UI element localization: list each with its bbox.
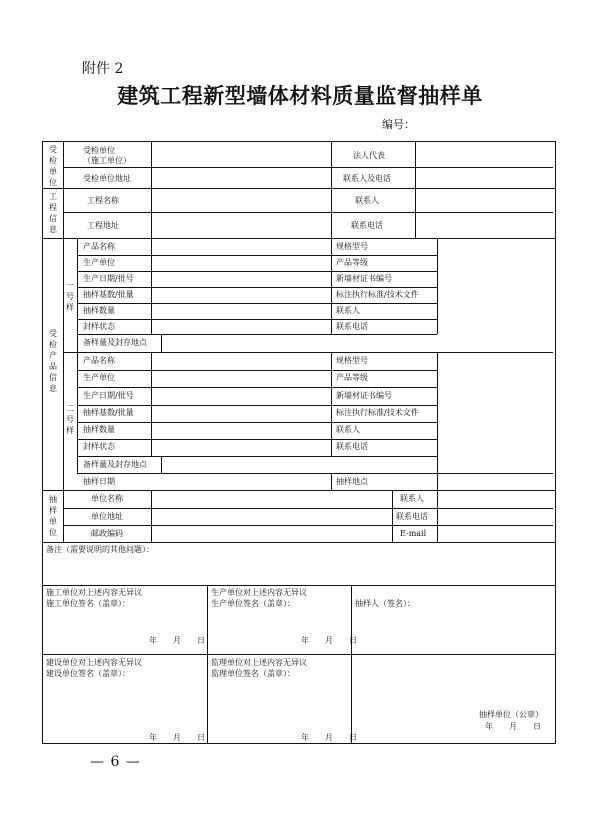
producer-no-objection-text: 生产单位对上述内容无异议 bbox=[211, 588, 307, 597]
page-title: 建筑工程新型墙体材料质量监督抽样单 bbox=[117, 83, 483, 108]
project-contact-label: 联系人 bbox=[355, 196, 379, 205]
s1-contact-label: 联系人 bbox=[336, 306, 360, 315]
s1-standard-label: 标注执行标准/技术文件 bbox=[336, 290, 419, 299]
contact-and-phone-label: 联系人及电话 bbox=[343, 174, 391, 183]
sampling-unit-date-label: 年 月 日 bbox=[485, 722, 541, 731]
inspected-unit-name-sub-label: （施工单位） bbox=[83, 156, 131, 165]
s2-storage-label: 备样量及封存地点 bbox=[83, 460, 147, 469]
s1-phone-label: 联系电话 bbox=[336, 322, 368, 331]
s1-sample-quantity-label: 抽样数量 bbox=[83, 306, 115, 315]
s2-sampling-base-label: 抽样基数/批量 bbox=[83, 408, 134, 417]
s2-certificate-label: 新墙材证书编号 bbox=[336, 391, 392, 400]
project-name-label: 工程名称 bbox=[87, 196, 119, 205]
attachment-label: 附件 2 bbox=[82, 61, 124, 77]
producer-signature-label: 生产单位签名（盖章）： bbox=[211, 599, 295, 608]
sample-two-label: 二号样 bbox=[66, 404, 74, 435]
sample-one-label: 一号样 bbox=[66, 281, 74, 312]
products-section-label: 受检产品信息 bbox=[49, 329, 57, 393]
builder-no-objection-text: 建设单位对上述内容无异议 bbox=[46, 658, 142, 667]
producer-date-label: 年 月 日 bbox=[301, 636, 357, 645]
sampling-unit-postcode-label: 邮政编码 bbox=[91, 529, 123, 538]
s1-grade-label: 产品等级 bbox=[336, 258, 368, 267]
s2-contact-label: 联系人 bbox=[336, 425, 360, 434]
s1-production-date-label: 生产日期/批号 bbox=[83, 274, 134, 283]
project-phone-label: 联系电话 bbox=[351, 221, 383, 230]
page-number: — 6 — bbox=[90, 754, 141, 770]
s1-product-name-label: 产品名称 bbox=[83, 242, 115, 251]
s2-phone-label: 联系电话 bbox=[336, 442, 368, 451]
sampling-form-table bbox=[42, 141, 556, 744]
sampling-unit-seal-label: 抽样单位（公章） bbox=[479, 710, 543, 719]
supervisor-no-objection-text: 监理单位对上述内容无异议 bbox=[211, 658, 307, 667]
sampler-signature-label: 抽样人（签名）： bbox=[355, 599, 415, 608]
inspected-unit-section-label: 受检单位 bbox=[49, 145, 57, 187]
inspected-unit-address-label: 受检单位地址 bbox=[83, 174, 131, 183]
s1-storage-label: 备样量及封存地点 bbox=[83, 338, 147, 347]
sampling-unit-phone-label: 联系电话 bbox=[396, 512, 428, 521]
sampling-unit-contact-label: 联系人 bbox=[400, 494, 424, 503]
s2-standard-label: 标注执行标准/技术文件 bbox=[336, 408, 419, 417]
sampling-place-label: 抽样地点 bbox=[336, 477, 368, 486]
inspected-unit-name-label: 受检单位 bbox=[83, 146, 115, 155]
supervisor-signature-label: 监理单位签名（盖章）： bbox=[211, 669, 295, 678]
s1-producer-label: 生产单位 bbox=[83, 258, 115, 267]
legal-rep-label: 法人代表 bbox=[353, 151, 385, 160]
s1-seal-status-label: 封样状态 bbox=[83, 322, 115, 331]
s2-seal-status-label: 封样状态 bbox=[83, 442, 115, 451]
construction-date-label: 年 月 日 bbox=[149, 636, 205, 645]
construction-signature-label: 施工单位签名（盖章）： bbox=[46, 599, 130, 608]
sampling-unit-email-label: E-mail bbox=[400, 529, 427, 538]
s2-grade-label: 产品等级 bbox=[336, 373, 368, 382]
s2-product-name-label: 产品名称 bbox=[83, 356, 115, 365]
s2-production-date-label: 生产日期/批号 bbox=[83, 391, 134, 400]
s1-certificate-label: 新墙材证书编号 bbox=[336, 274, 392, 283]
supervisor-date-label: 年 月 日 bbox=[301, 733, 357, 742]
sampling-date-label: 抽样日期 bbox=[83, 477, 115, 486]
s2-sample-quantity-label: 抽样数量 bbox=[83, 425, 115, 434]
sampling-unit-address-label: 单位地址 bbox=[91, 512, 123, 521]
sampling-unit-section-label: 抽样单位 bbox=[49, 495, 57, 537]
remarks-label: 备注（需要说明的其他问题）： bbox=[46, 545, 154, 554]
s2-producer-label: 生产单位 bbox=[83, 373, 115, 382]
builder-date-label: 年 月 日 bbox=[149, 733, 205, 742]
construction-no-objection-text: 施工单位对上述内容无异议 bbox=[46, 588, 142, 597]
serial-number-label: 编号： bbox=[382, 118, 415, 131]
project-address-label: 工程地址 bbox=[87, 221, 119, 230]
sampling-unit-name-label: 单位名称 bbox=[91, 494, 123, 503]
project-section-label: 工程信息 bbox=[49, 192, 57, 234]
s1-spec-label: 规格型号 bbox=[336, 242, 368, 251]
s2-spec-label: 规格型号 bbox=[336, 356, 368, 365]
s1-sampling-base-label: 抽样基数/批量 bbox=[83, 290, 134, 299]
builder-signature-label: 建设单位签名（盖章）： bbox=[46, 669, 130, 678]
